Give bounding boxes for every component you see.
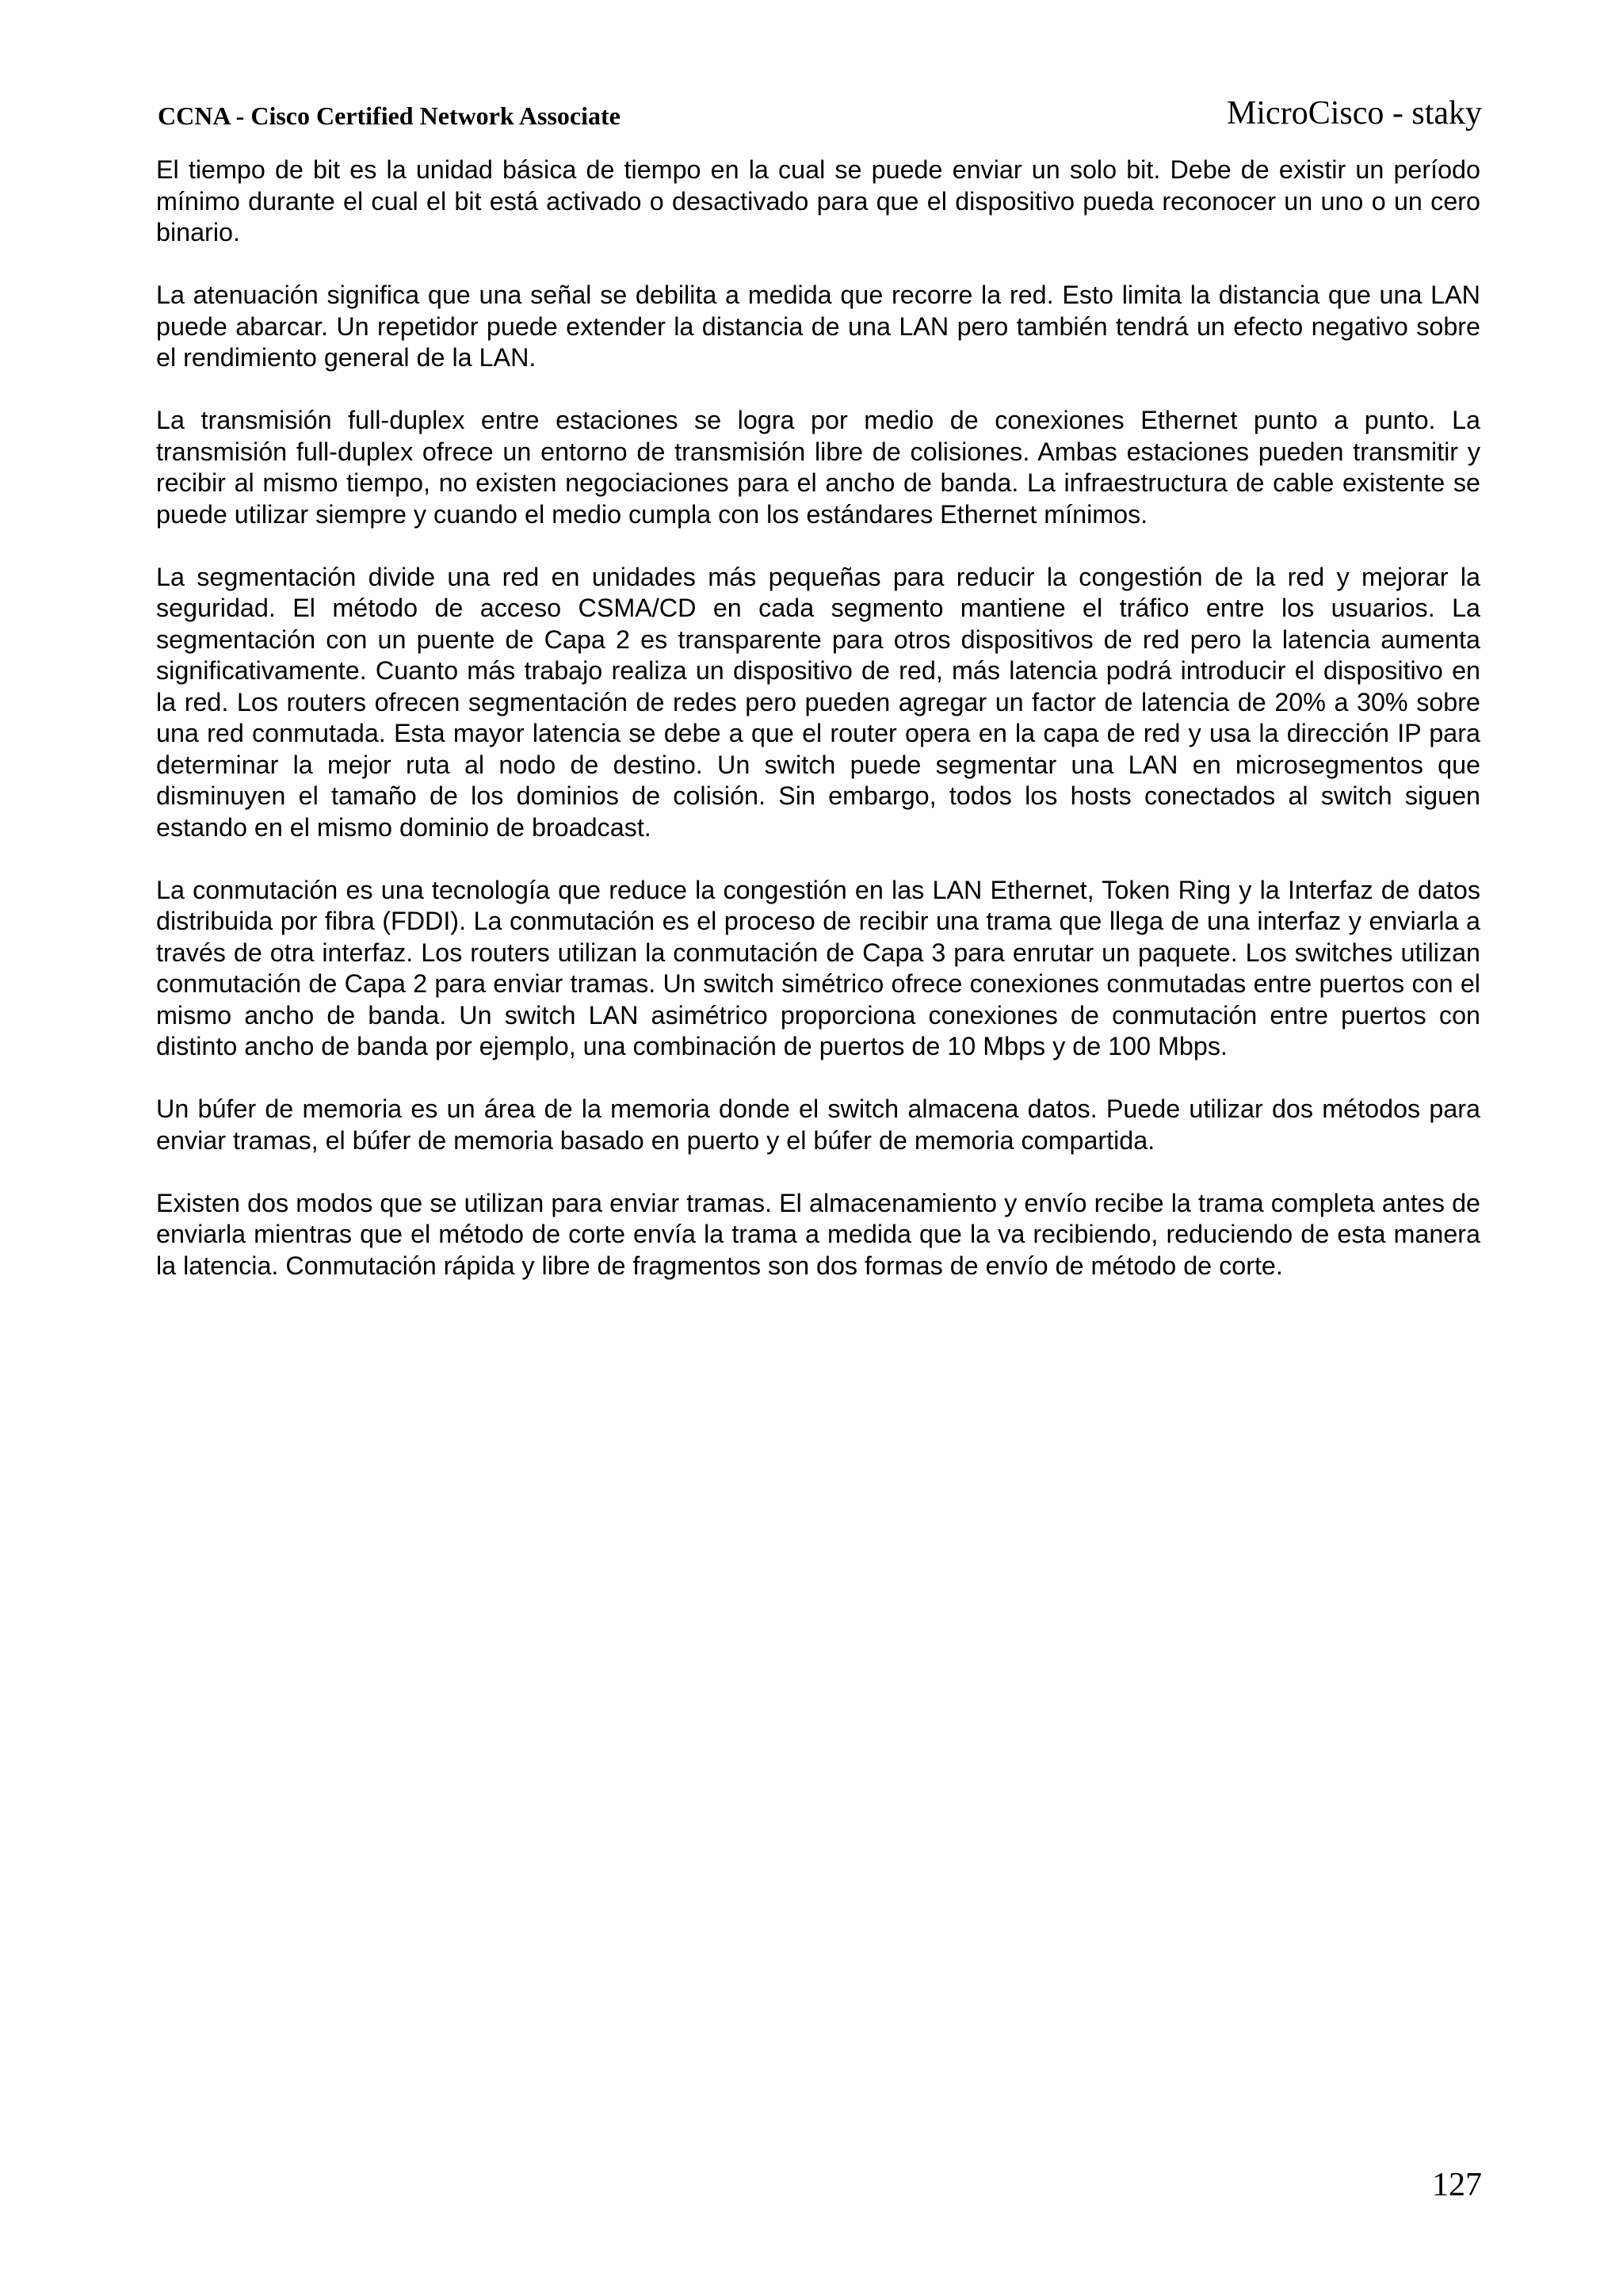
body-text (156, 155, 1480, 1313)
header-author: MicroCisco - staky (1227, 95, 1482, 132)
paragraph-memory-buffer: Un búfer de memoria es un área de la memoria donde el switch almacena datos. Puede utilizar dos métodos para enviar tramas, el búfer de memoria basado en puerto y el búfer de memoria compartida. (156, 1095, 1480, 1155)
paragraph-bit-time: El tiempo de bit es la unidad básica de tiempo en la cual se puede enviar un solo bit. Debe de existir un período mínimo durante el cual el bit está activado o desactivado para que el dispositivo pueda reconocer un uno o un cero binario. (156, 155, 1480, 246)
page-number: 127 (1432, 2167, 1482, 2203)
paragraph-forwarding-modes: Existen dos modos que se utilizan para enviar tramas. El almacenamiento y envío recibe la trama completa antes de enviarla mientras que el método de corte envía la trama a medida que la va recibiendo, reduciendo de esta manera la latencia. Conmutación rápida y libre de fragmentos son dos formas de envío de método de corte. (156, 1188, 1480, 1280)
paragraph-segmentation: La segmentación divide una red en unidades más pequeñas para reducir la congestión de la red y mejorar la seguridad. El método de acceso CSMA/CD en cada segmento mantiene el tráfico entre los usuarios. La segmentación con un puente de Capa 2 es transparente para otros dispositivos de red pero la latencia aumenta significativamente. Cuanto más trabajo realiza un dispositivo de red, más latencia podrá introducir el dispositivo en la red. Los routers ofrecen segmentación de redes pero pueden agregar un factor de latencia de 20% a 30% sobre una red conmutada. Esta mayor latencia se debe a que el router opera en la capa de red y usa la dirección IP para determinar la mejor ruta al nodo de destino. Un switch puede segmentar una LAN en microsegmentos que disminuyen el tamaño de los dominios de colisión. Sin embargo, todos los hosts conectados al switch siguen estando en el mismo dominio de broadcast. (156, 562, 1480, 842)
paragraph-switching: La conmutación es una tecnología que reduce la congestión en las LAN Ethernet, Token Ring y la Interfaz de datos distribuida por fibra (FDDI). La conmutación es el proceso de recibir una trama que llega de una interfaz y enviarla a través de otra interfaz. Los routers utilizan la conmutación de Capa 3 para enrutar un paquete. Los switches utilizan conmutación de Capa 2 para enviar tramas. Un switch simétrico ofrece conexiones conmutadas entre puertos con el mismo ancho de banda. Un switch LAN asimétrico proporciona conexiones de conmutación entre puertos con distinto ancho de banda por ejemplo, una combinación de puertos de 10 Mbps y de 100 Mbps. (156, 875, 1480, 1060)
paragraph-full-duplex: La transmisión full-duplex entre estaciones se logra por medio de conexiones Ethernet punto a punto. La transmisión full-duplex ofrece un entorno de transmisión libre de colisiones. Ambas estaciones pueden transmitir y recibir al mismo tiempo, no existen negociaciones para el ancho de banda. La infraestructura de cable existente se puede utilizar siempre y cuando el medio cumpla con los estándares Ethernet mínimos. (156, 406, 1480, 529)
paragraph-attenuation: La atenuación significa que una señal se debilita a medida que recorre la red. Esto limita la distancia que una LAN puede abarcar. Un repetidor puede extender la distancia de una LAN pero también tendrá un efecto negativo sobre el rendimiento general de la LAN. (156, 281, 1480, 372)
header-title: CCNA - Cisco Certified Network Associate (158, 101, 621, 130)
